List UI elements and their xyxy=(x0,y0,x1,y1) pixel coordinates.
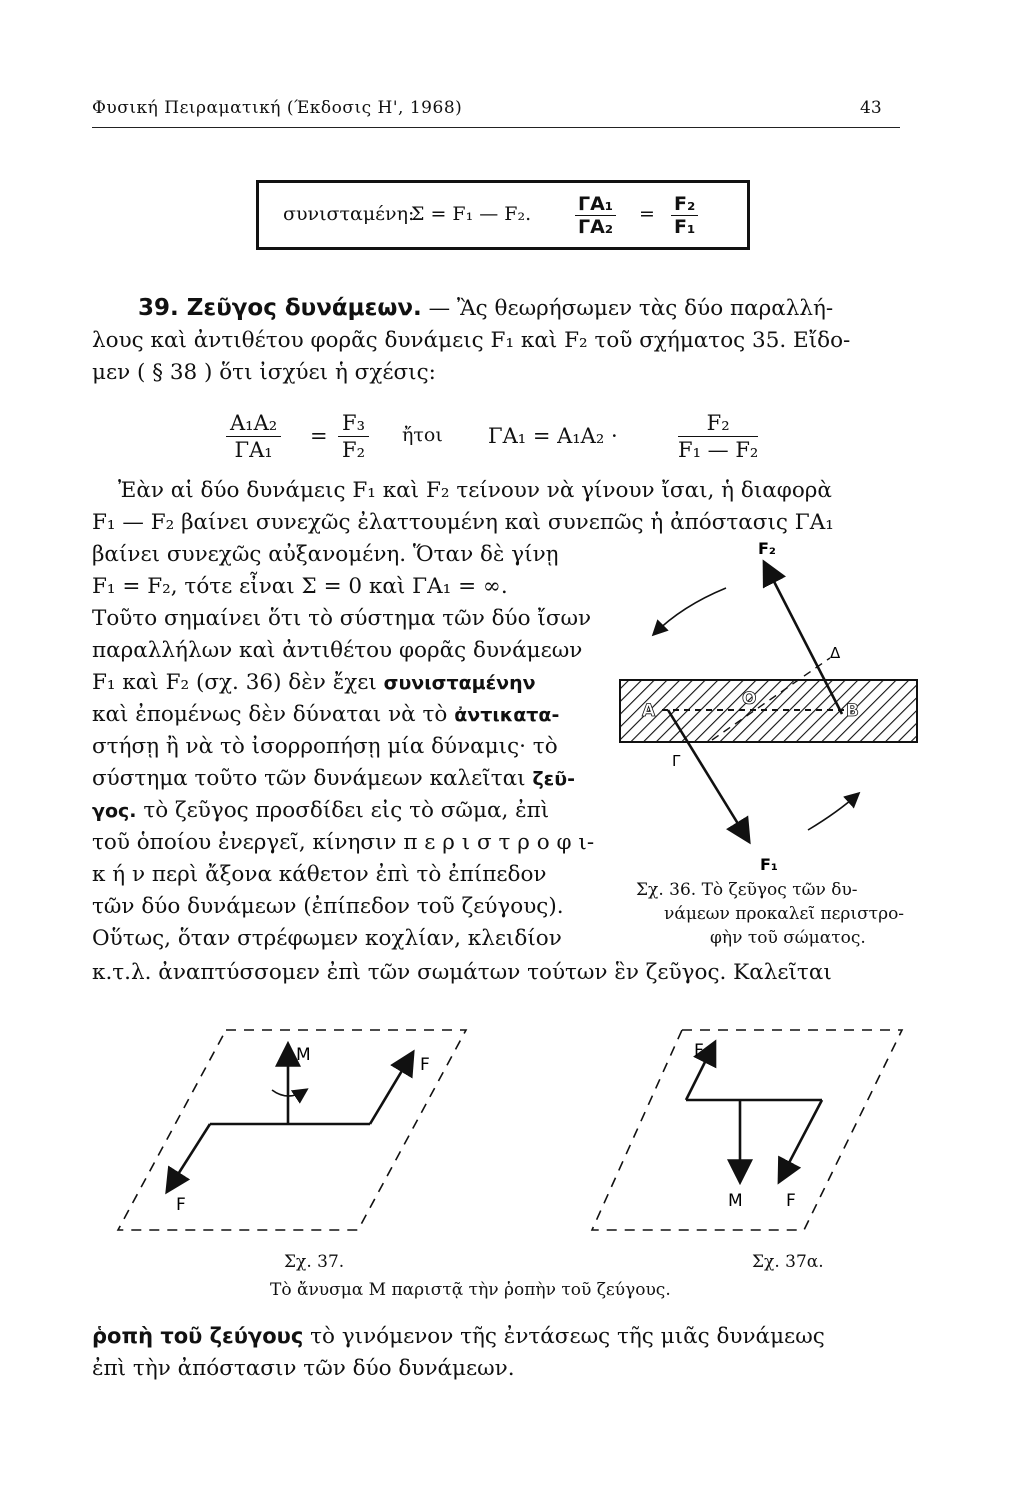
para-line-15: Οὕτως, ὅταν στρέφωμεν κοχλίαν, κλειδίον xyxy=(92,926,562,951)
figure-37a-caption: Σχ. 37α. xyxy=(752,1252,824,1272)
plane-37 xyxy=(118,1030,466,1230)
equation-fraction-1 xyxy=(226,410,281,463)
para-line-14: τῶν δύο δυνάμεων (ἐπίπεδον τοῦ ζεύγους). xyxy=(92,894,564,919)
para-line-7-text: F₁ καὶ F₂ (σχ. 36) δὲν ἔχει xyxy=(92,670,377,695)
formula-fraction-2-num: F₂ xyxy=(671,193,698,216)
rotation-arrow-bottom xyxy=(808,794,858,830)
plane-37a xyxy=(592,1030,902,1230)
rotation-arrow-top xyxy=(654,588,726,634)
figure-36-caption-2: νάμεων προκαλεῖ περιστρο- xyxy=(664,904,905,924)
para-line-5: Τοῦτο σημαίνει ὅτι τὸ σύστημα τῶν δύο ἴσων xyxy=(92,606,592,631)
figure-37 xyxy=(108,1020,488,1250)
equation-fraction-2-num: F₃ xyxy=(338,410,369,437)
equation-fraction-3-num: F₂ xyxy=(678,410,758,437)
para-line-12: τοῦ ὁποίου ἐνεργεῖ, κίνησιν π ε ρ ι σ τ ρ ο φ ι- xyxy=(92,830,595,855)
equation-fraction-2 xyxy=(338,410,369,463)
para-line-8-text: καὶ ἐπομένως δὲν δύναται νὰ τὸ xyxy=(92,702,448,727)
force-37a-bottom xyxy=(780,1100,822,1180)
para-line-6: παραλλήλων καὶ ἀντιθέτου φορᾶς δυνάμεων xyxy=(92,638,583,663)
header-rule xyxy=(92,127,900,128)
figure-36-caption-3: φὴν τοῦ σώματος. xyxy=(710,928,866,948)
formula-label: συνισταμένη: xyxy=(283,203,415,225)
formula-fraction-2 xyxy=(671,193,698,238)
closing-bold: ῥοπὴ τοῦ ζεύγους xyxy=(92,1324,304,1348)
bold-antika: ἀντικατα- xyxy=(454,704,560,726)
para-line-1: Ἐὰν αἱ δύο δυνάμεις F₁ καὶ F₂ τείνουν νὰ γίνουν ἴσαι, ἡ διαφορὰ xyxy=(118,478,832,503)
para-line-11-text: τὸ ζεῦγος προσδίδει εἰς τὸ σῶμα, ἐπὶ xyxy=(143,798,550,823)
bold-zeu: ζεῦ- xyxy=(532,768,575,790)
equation-rhs: ΓA₁ = A₁A₂ · xyxy=(488,424,618,448)
formula-fraction-1-num: ΓA₁ xyxy=(575,193,616,216)
label-37a-f-bottom: F xyxy=(786,1191,796,1211)
running-title: Φυσική Πειραματική (Έκδοσις Η', 1968) xyxy=(92,98,463,118)
label-37a-m: M xyxy=(728,1191,743,1211)
figures-caption: Τὸ ἄνυσμα M παριστᾷ τὴν ῥοπὴν τοῦ ζεύγους. xyxy=(270,1280,671,1300)
section-line-1 xyxy=(138,297,833,320)
label-f1: F₁ xyxy=(760,855,778,874)
equation-equals: = xyxy=(310,424,328,448)
formula-fraction-1 xyxy=(575,193,616,238)
bold-gos: γος. xyxy=(92,800,137,822)
para-line-9: στήσῃ ἢ νὰ τὸ ἰσορροπήσῃ μία δύναμις· τὸ xyxy=(92,734,558,759)
para-line-3: βαίνει συνεχῶς αὐξανομένη. Ὅταν δὲ γίνῃ xyxy=(92,542,559,567)
figure-36-caption-1: Σχ. 36. Τὸ ζεῦγος τῶν δυ- xyxy=(636,880,858,900)
label-gamma: Γ xyxy=(672,752,681,770)
force-37-bottom xyxy=(168,1124,210,1190)
figure-36 xyxy=(590,540,930,880)
equation-fraction-3-den: F₁ — F₂ xyxy=(678,438,759,462)
para-line-7 xyxy=(92,672,536,694)
formula-expr: Σ = F₁ — F₂. xyxy=(411,203,532,225)
equation-etoi: ἤτοι xyxy=(402,424,443,446)
label-delta: Δ xyxy=(830,644,841,662)
para-line-8 xyxy=(92,704,559,726)
equation-fraction-3 xyxy=(678,410,758,463)
figure-37a xyxy=(582,1020,912,1250)
label-b: B xyxy=(846,701,859,721)
force-37-top xyxy=(370,1054,412,1124)
label-o: O xyxy=(742,689,757,709)
closing-line-2: ἐπὶ τὴν ἀπόστασιν τῶν δύο δυνάμεων. xyxy=(92,1356,515,1381)
para-line-11 xyxy=(92,800,549,822)
figure-37-caption: Σχ. 37. xyxy=(284,1252,345,1272)
formula-box xyxy=(256,180,750,250)
closing-line-1 xyxy=(92,1326,825,1348)
equation-fraction-1-den: ΓA₁ xyxy=(234,438,273,462)
para-line-4: F₁ = F₂, τότε εἶναι Σ = 0 καὶ ΓA₁ = ∞. xyxy=(92,574,508,599)
formula-fraction-1-den: ΓA₂ xyxy=(578,216,614,238)
equation-fraction-1-num: A₁A₂ xyxy=(226,410,281,437)
label-37a-f-top: F xyxy=(694,1041,704,1061)
para-line-13: κ ή ν περὶ ἄξονα κάθετον ἐπὶ τὸ ἐπίπεδον xyxy=(92,862,547,887)
label-a: A xyxy=(642,701,656,721)
page-number: 43 xyxy=(860,98,882,118)
section-line-2: λους καὶ ἀντιθέτου φορᾶς δυνάμεις F₁ καὶ F₂ τοῦ σχήματος 35. Εἴδο- xyxy=(92,328,851,353)
section-title: 39. Ζεῦγος δυνάμεων. xyxy=(138,295,422,321)
formula-equals: = xyxy=(639,203,655,225)
para-line-10 xyxy=(92,768,575,790)
label-37-f-bottom: F xyxy=(176,1195,186,1215)
closing-rest: τὸ γινόμενον τῆς ἐντάσεως τῆς μιᾶς δυνάμεως xyxy=(310,1324,825,1349)
label-f2: F₂ xyxy=(758,540,776,558)
label-37-m: M xyxy=(296,1045,311,1065)
formula-fraction-2-den: F₁ xyxy=(674,216,696,238)
para-line-16: κ.τ.λ. ἀναπτύσσομεν ἐπὶ τῶν σωμάτων τούτων ἓν ζεῦγος. Καλεῖται xyxy=(92,960,832,985)
section-line-1-rest: — Ἂς θεωρήσωμεν τὰς δύο παραλλή- xyxy=(428,296,834,321)
equation xyxy=(226,410,826,470)
bold-synistamenin: συνισταμένην xyxy=(383,672,536,694)
label-37-f-top: F xyxy=(420,1055,430,1075)
para-line-2: F₁ — F₂ βαίνει συνεχῶς ἐλαττουμένη καὶ συνεπῶς ἡ ἀπόστασις ΓA₁ xyxy=(92,510,834,535)
section-line-3: μεν ( § 38 ) ὅτι ἰσχύει ἡ σχέσις: xyxy=(92,360,436,385)
equation-fraction-2-den: F₂ xyxy=(342,438,365,462)
para-line-10-text: σύστημα τοῦτο τῶν δυνάμεων καλεῖται xyxy=(92,766,526,791)
